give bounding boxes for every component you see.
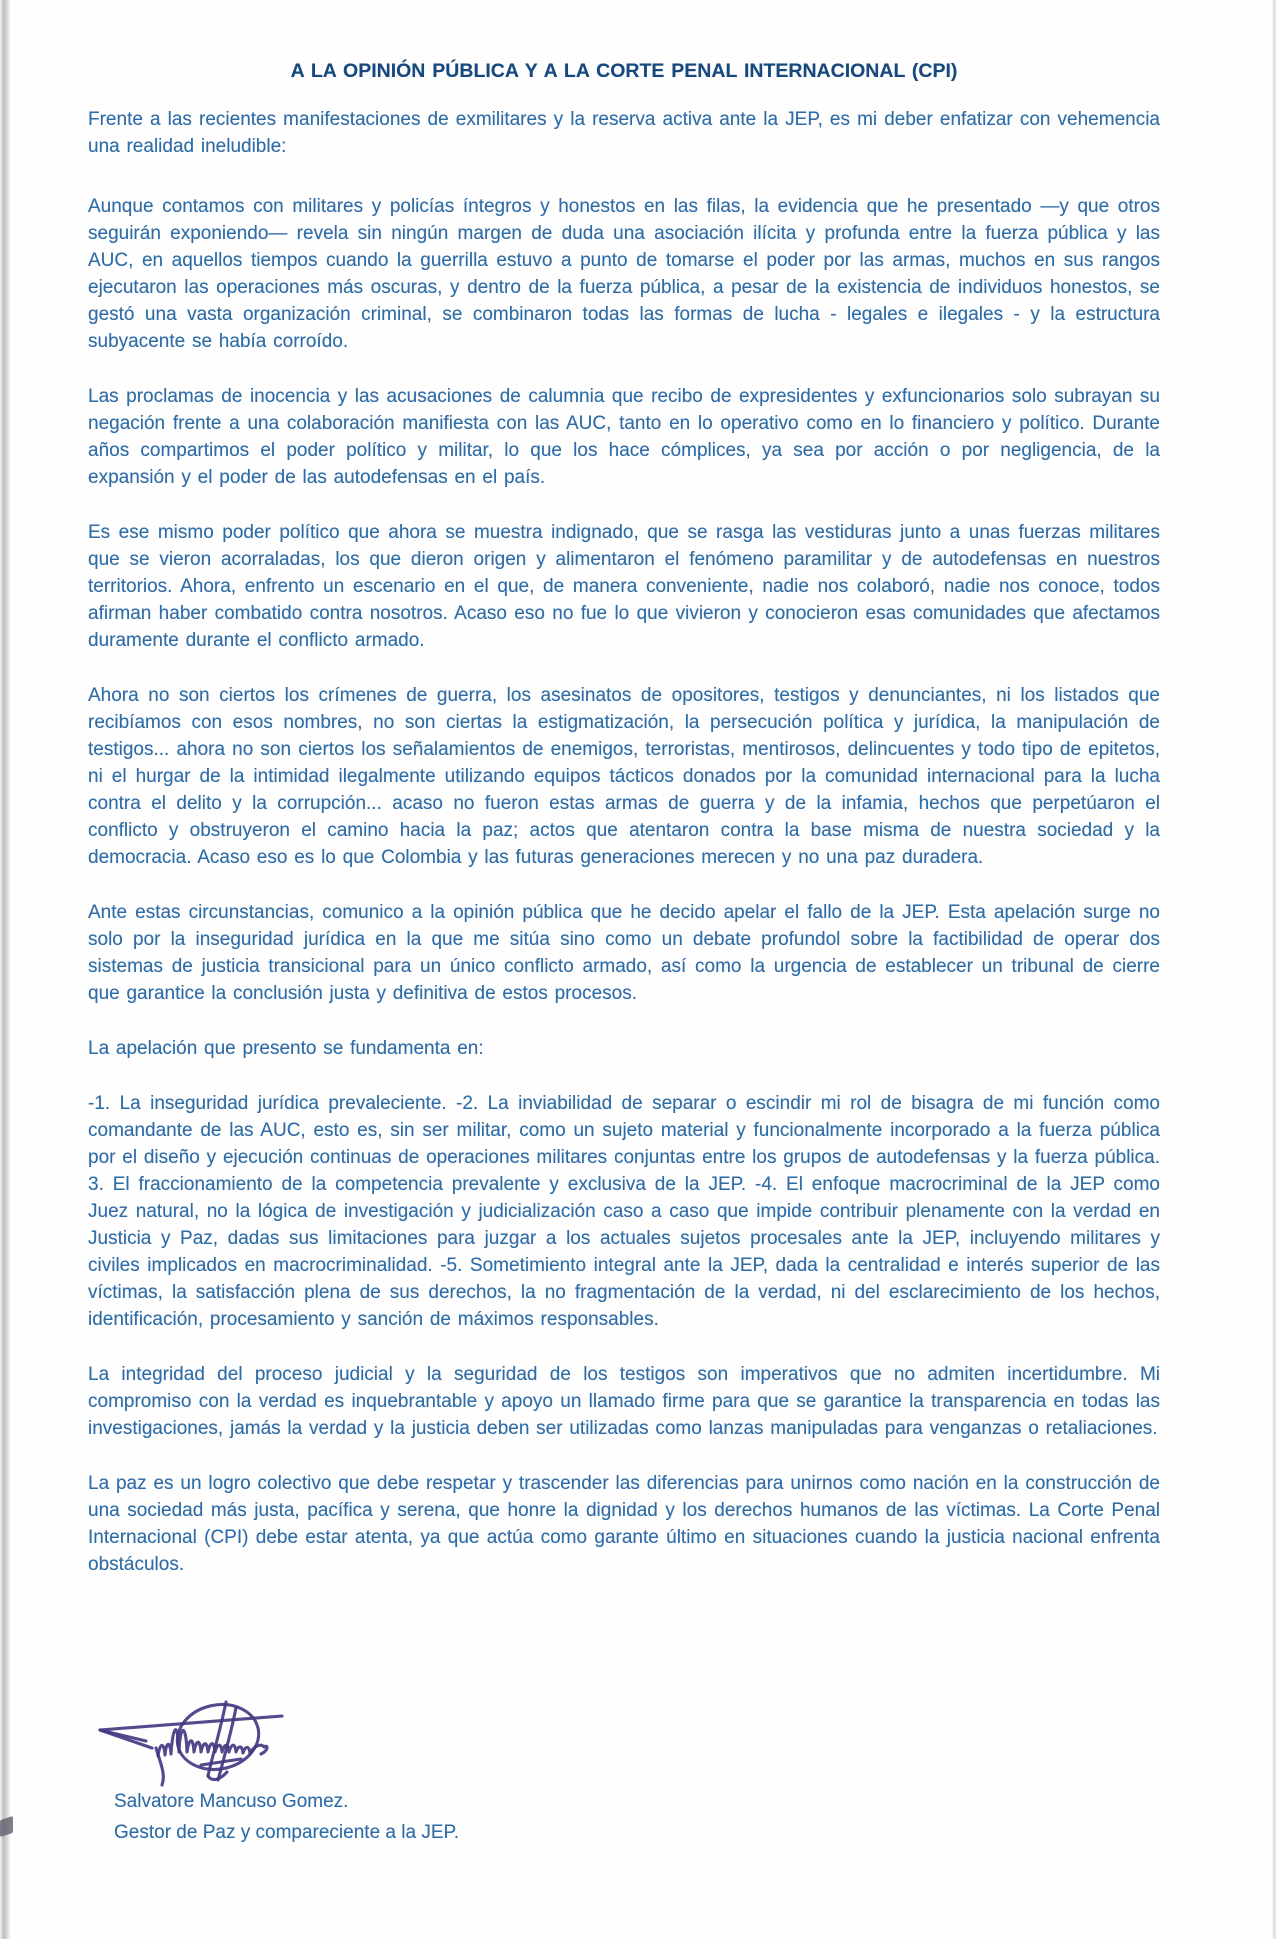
signer-role: Gestor de Paz y compareciente a la JEP. (114, 1822, 459, 1843)
body-paragraph: Ante estas circunstancias, comunico a la opinión pública que he decido apelar el fallo de la JEP. Esta apelación surge no solo por la inseguridad jurídica en la que me sitúa sino como un debate profundol sobre la factibilidad de operar dos sistemas de justicia transicional para un único conflicto armado, así como la urgencia de establecer un tribunal de cierre que garantice la conclusión justa y definitiva de estos procesos. (88, 902, 1160, 1004)
scan-left-edge (0, 0, 10, 1939)
signature-image (60, 1662, 390, 1797)
scan-right-edge (1272, 0, 1276, 1939)
body-paragraph: Las proclamas de inocencia y las acusaciones de calumnia que recibo de expresidentes y exfuncionarios solo subrayan su negación frente a una colaboración manifiesta con las AUC, tanto en lo operativo como en lo financiero y político. Durante años compartimos el poder político y militar, lo que los hace cómplices, ya sea por acción o por negligencia, de la expansión y el poder de las autodefensas en el país. (88, 386, 1160, 488)
body-paragraph: Ahora no son ciertos los crímenes de guerra, los asesinatos de opositores, testigos y denunciantes, ni los listados que recibíamos con esos nombres, no son ciertas la estigmatización, la persecución política y jurídica, la manipulación de testigos... ahora no son ciertos los señalamientos de enemigos, terroristas, mentirosos, delincuentes y todo tipo de epitetos, ni el hurgar de la intimidad ilegalmente utilizando equipos tácticos donados por la comunidad internacional para la lucha contra el delito y la corrupción... acaso no fueron estas armas de guerra y de la infamia, hechos que perpetúaron el conflicto y obstruyeron el camino hacia la paz; actos que atentaron contra la base misma de nuestra sociedad y la democracia. Acaso eso es lo que Colombia y las futuras generaciones merecen y no una paz duradera. (88, 685, 1160, 868)
body-paragraph: La paz es un logro colectivo que debe respetar y trascender las diferencias para unirnos como nación en la construcción de una sociedad más justa, pacífica y serena, que honre la dignidad y los derechos humanos de las víctimas. La Corte Penal Internacional (CPI) debe estar atenta, ya que actúa como garante último en situaciones cuando la justicia nacional enfrenta obstáculos. (88, 1473, 1160, 1575)
body-paragraph: -1. La inseguridad jurídica prevaleciente. -2. La inviabilidad de separar o escindir mi rol de bisagra de mi función como comandante de las AUC, esto es, sin ser militar, como un sujeto material y funcionalmente incorporado a la fuerza pública por el diseño y ejecución continuas de operaciones militares conjuntas entre los grupos de autodefensas y la fuerza pública. 3. El fraccionamiento de la competencia prevalente y exclusiva de la JEP. -4. El enfoque macrocriminal de la JEP como Juez natural, no la lógica de investigación y judicialización caso a caso que impide contribuir plenamente con la verdad en Justicia y Paz, dadas sus limitaciones para juzgar a los actuales sujetos procesales ante la JEP, incluyendo militares y civiles implicados en macrocriminalidad. -5. Sometimiento integral ante la JEP, dada la centralidad e interés superior de las víctimas, la satisfacción plena de sus derechos, la no fragmentación de la verdad, ni del esclarecimiento de los hechos, identificación, procesamiento y sanción de máximos responsables. (88, 1093, 1160, 1330)
body-paragraph: Aunque contamos con militares y policías íntegros y honestos en las filas, la evidencia que he presentado —y que otros seguirán exponiendo— revela sin ningún margen de duda una asociación ilícita y profunda entre la fuerza pública y las AUC, en aquellos tiempos cuando la guerrilla estuvo a punto de tomarse el poder por las armas, muchos en sus rangos ejecutaron las operaciones más oscuras, y dentro de la fuerza pública, a pesar de la existencia de individuos honestos, se gestó una vasta organización criminal, se combinaron todas las formas de lucha - legales e ilegales - y la estructura subyacente se había corroído. (88, 196, 1160, 352)
body-paragraph: Es ese mismo poder político que ahora se muestra indignado, que se rasga las vestiduras junto a unas fuerzas militares que se vieron acorraladas, los que dieron origen y alimentaron el fenómeno paramilitar y de autodefensas en nuestros territorios. Ahora, enfrento un escenario en el que, de manera conveniente, nadie nos colaboró, nadie nos conoce, todos afirman haber combatido contra nosotros. Acaso eso no fue lo que vivieron y conocieron esas comunidades que afectamos duramente durante el conflicto armado. (88, 522, 1160, 651)
signature-block (114, 1786, 459, 1848)
signer-name: Salvatore Mancuso Gomez. (114, 1791, 349, 1812)
document-title: A LA OPINIÓN PÚBLICA Y A LA CORTE PENAL INTERNACIONAL (CPI) (290, 60, 958, 82)
body-paragraph: La apelación que presento se fundamenta en: (88, 1038, 484, 1059)
scan-artifact-mark (0, 1816, 13, 1837)
body-paragraph: Frente a las recientes manifestaciones de exmilitares y la reserva activa ante la JEP, es mi deber enfatizar con vehemencia una realidad ineludible: (88, 109, 1160, 157)
letter-body (88, 58, 1160, 1606)
body-paragraph: La integridad del proceso judicial y la seguridad de los testigos son imperativos que no admiten incertidumbre. Mi compromiso con la verdad es inquebrantable y apoyo un llamado firme para que se garantice la transparencia en todas las investigaciones, jamás la verdad y la justicia deben ser utilizadas como lanzas manipuladas para venganzas o retaliaciones. (88, 1364, 1160, 1439)
